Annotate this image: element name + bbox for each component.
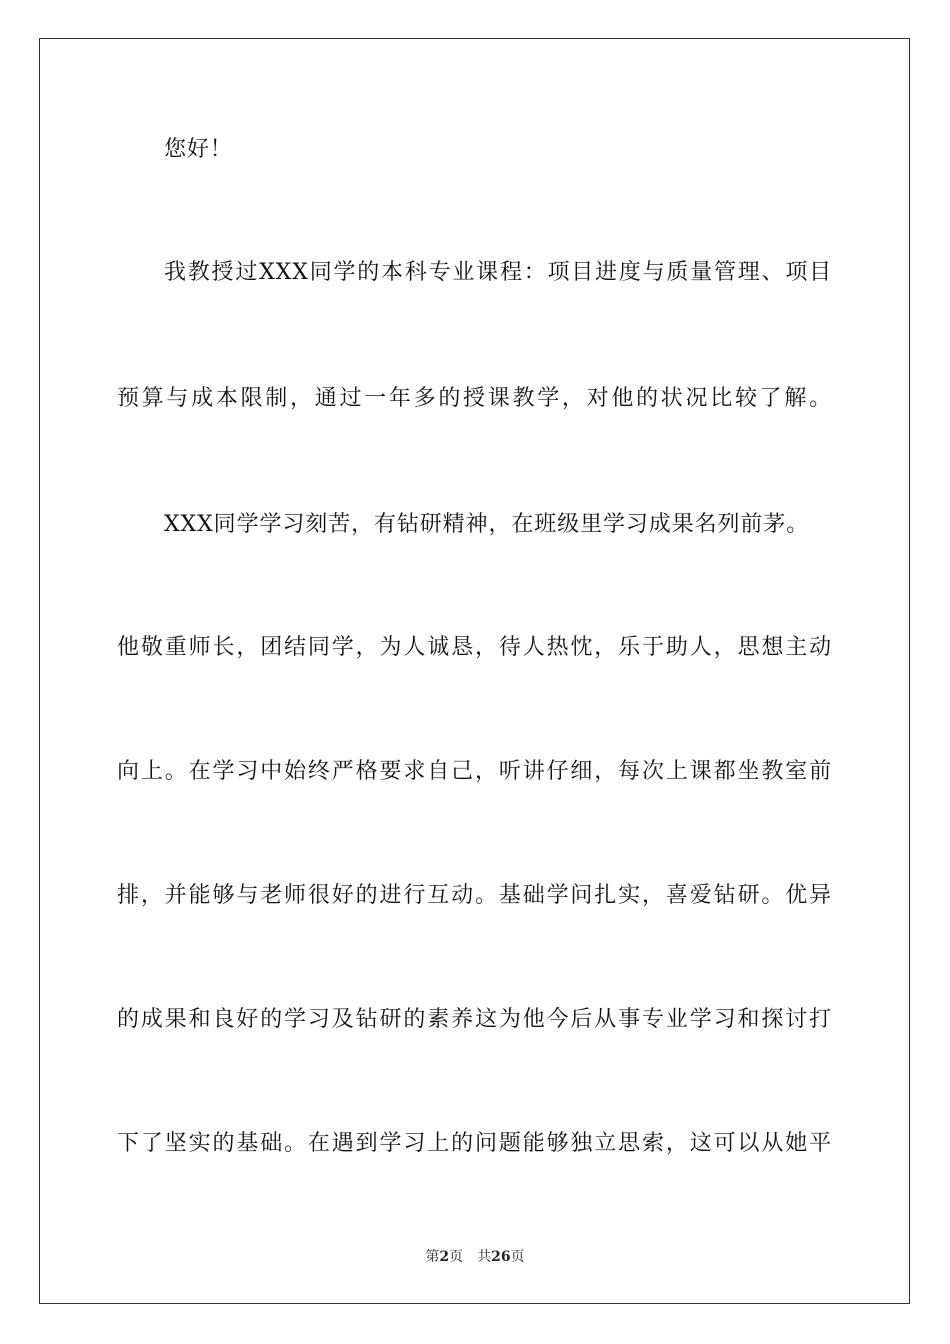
- footer-page-prefix: 第: [425, 1249, 440, 1265]
- greeting-line: 您好！: [164, 137, 233, 162]
- paragraph-line-4: 他敬重师长，团结同学，为人诚恳，待人热忱，乐于助人，思想主动: [117, 635, 832, 660]
- paragraph-line-5: 向上。在学习中始终严格要求自己，听讲仔细，每次上课都坐教室前: [117, 759, 832, 784]
- paragraph-line-1: 我教授过XXX同学的本科专业课程：项目进度与质量管理、项目: [164, 260, 832, 285]
- page-footer: [0, 1248, 950, 1266]
- footer-total-prefix: 共: [477, 1249, 492, 1265]
- paragraph-line-6: 排，并能够与老师很好的进行互动。基础学问扎实，喜爱钻研。优异: [117, 883, 832, 908]
- paragraph-line-7: 的成果和良好的学习及钻研的素养这为他今后从事专业学习和探讨打: [117, 1007, 832, 1032]
- paragraph-line-3: XXX同学学习刻苦，有钻研精神，在班级里学习成果名列前茅。: [164, 512, 810, 537]
- paragraph-line-2: 预算与成本限制，通过一年多的授课教学，对他的状况比较了解。: [117, 386, 832, 411]
- paragraph-line-8: 下了坚实的基础。在遇到学习上的问题能够独立思索，这可以从她平: [117, 1131, 832, 1156]
- footer-total-unit: 页: [510, 1249, 525, 1265]
- footer-page-current: 2: [439, 1249, 450, 1265]
- page-frame: [39, 38, 910, 1304]
- footer-page-total: 26: [491, 1249, 511, 1265]
- footer-page-unit: 页: [449, 1249, 464, 1265]
